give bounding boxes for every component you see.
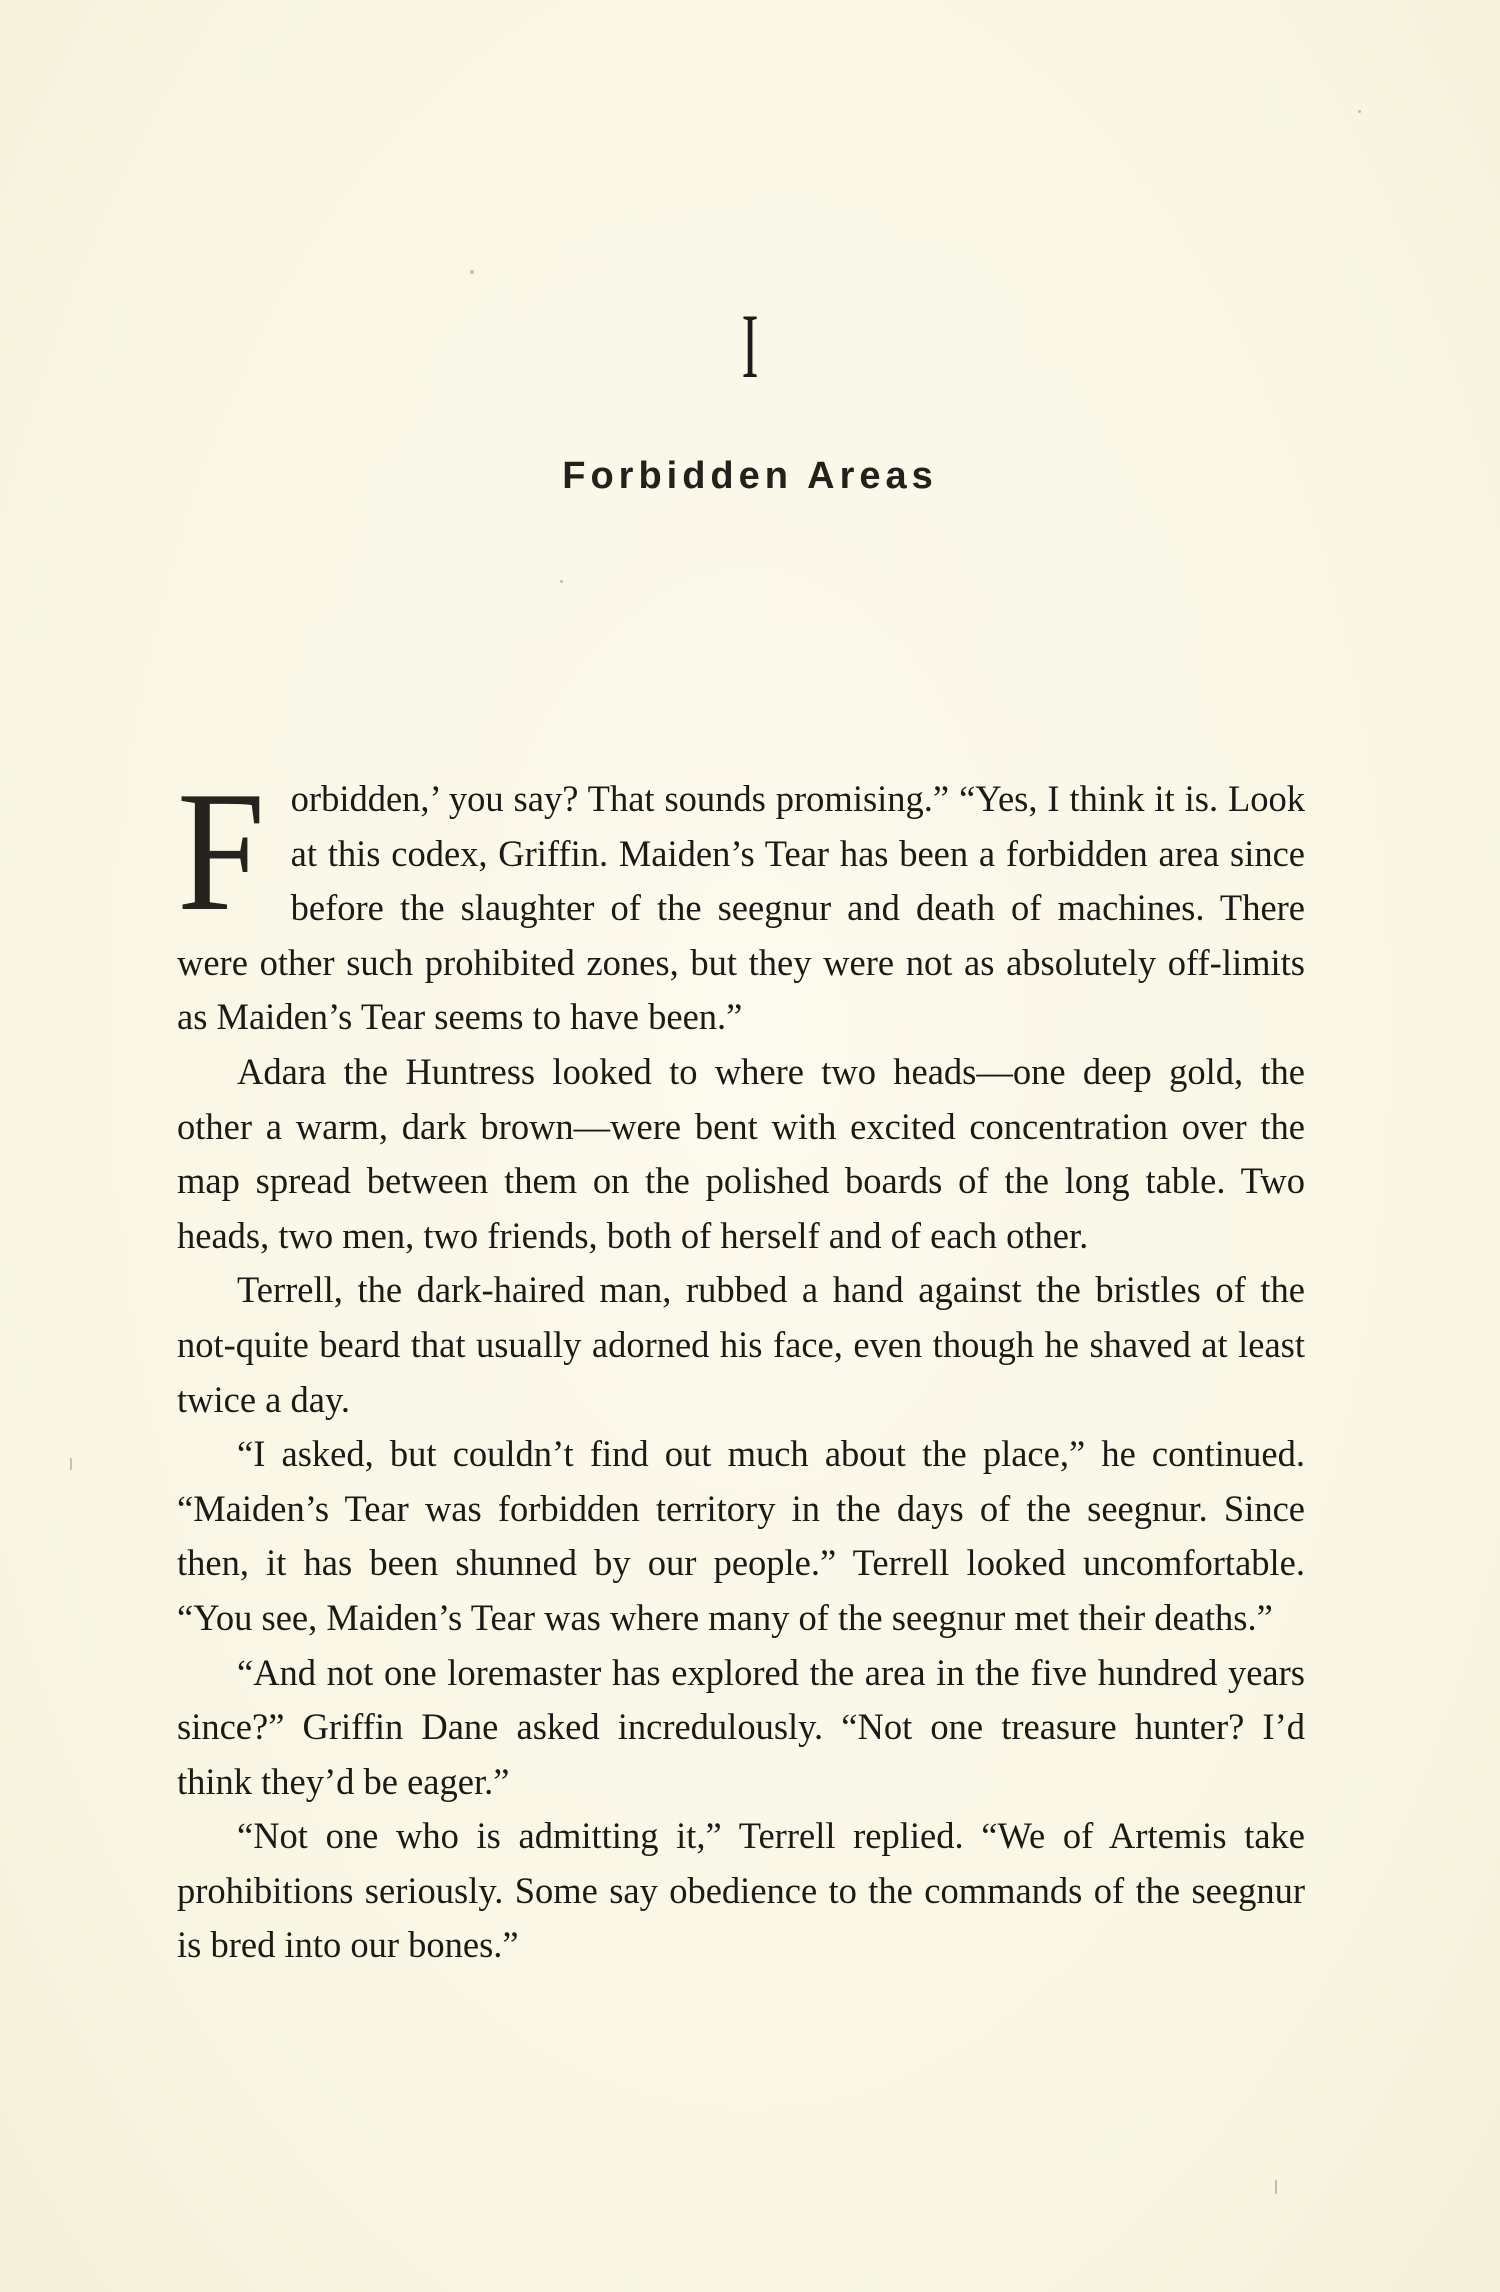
paper-speck	[1275, 2180, 1277, 2194]
paragraph: “I asked, but couldn’t find out much about the place,” he continued. “Maiden’s Tear was forbidden territory in the days of the seegnur. Since then, it has been shunned by our people.” Terrell looked uncomfortable. “You see, Maiden’s Tear was where many of the seegnur met their deaths.”	[177, 1433, 1305, 1638]
paragraph: Forbidden,’ you say? That sounds promising.” “Yes, I think it is. Look at this codex, Griffin. Maiden’s Tear has been a forbidden area since before the slaughter of the seegnur and death of machines. There were other such prohibited zones, but they were not as absolutely off-limits as Maiden’s Tear seems to have been.”	[177, 757, 1306, 1038]
paper-speck	[560, 580, 563, 583]
chapter-number: I	[741, 295, 759, 397]
paragraph: “And not one loremaster has explored the area in the five hundred years since?” Griffin Dane asked incredulously. “Not one treasure hunter? I’d think they’d be eager.”	[177, 1651, 1305, 1802]
paper-speck	[1358, 110, 1361, 113]
paper-speck	[70, 1458, 72, 1470]
chapter-title: Forbidden Areas	[562, 455, 938, 497]
drop-cap: F	[177, 757, 266, 947]
paragraph: Adara the Huntress looked to where two heads—one deep gold, the other a warm, dark brown—were bent with excited concentration over the map spread between them on the polished boards of the long table. Two heads, two men, two friends, both of herself and of each other.	[177, 1050, 1305, 1256]
paragraph: “Not one who is admitting it,” Terrell replied. “We of Artemis take prohibitions seriously. Some say obedience to the commands of the seegnur is bred into our bones.”	[177, 1815, 1305, 1966]
paragraph: Terrell, the dark-haired man, rubbed a hand against the bristles of the not-quite beard that usually adorned his face, even though he shaved at least twice a day.	[177, 1269, 1305, 1420]
chapter-body	[177, 757, 1306, 1973]
paper-speck	[470, 270, 474, 274]
